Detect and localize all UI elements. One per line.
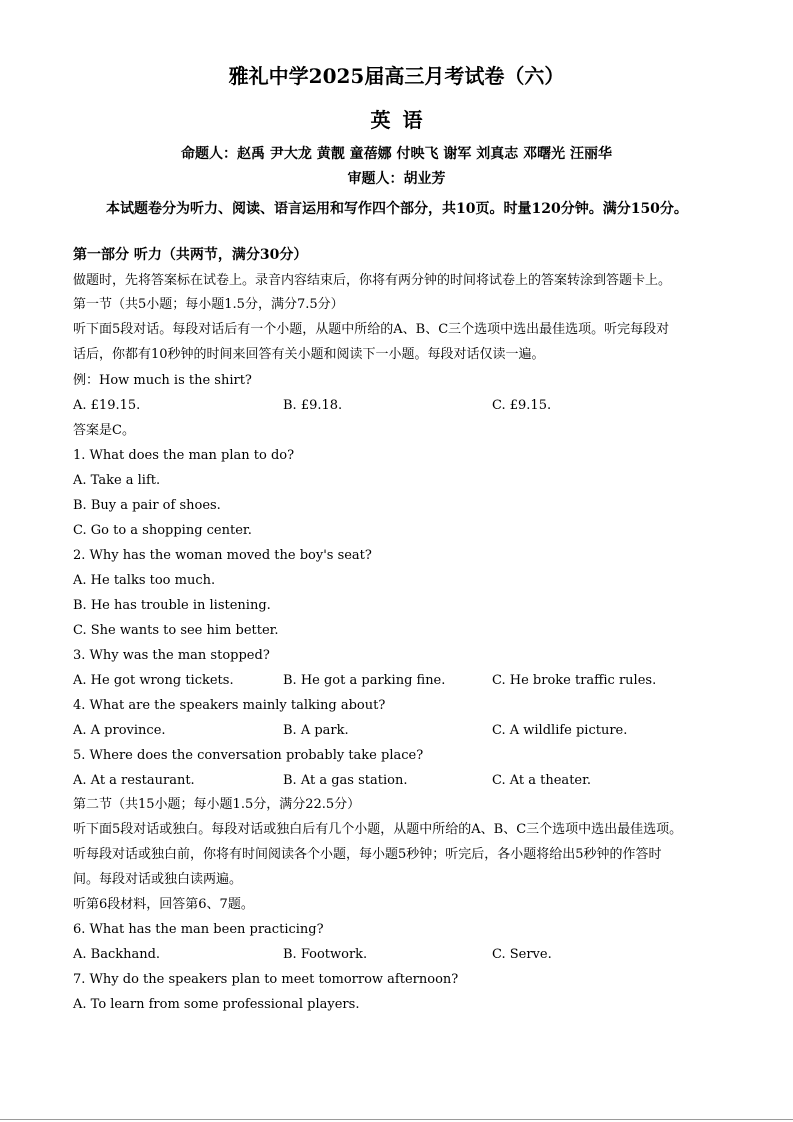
exam-intro: 本试题卷分为听力、阅读、语言运用和写作四个部分，共10页。时量120分钟。满分150分。 [106, 201, 688, 217]
q3-option-a: A. He got wrong tickets. [73, 673, 234, 688]
question-6: 6. What has the man been practicing? [73, 922, 324, 937]
q7-option-a: A. To learn from some professional players. [73, 997, 360, 1012]
authors-line: 命题人：赵禹 尹大龙 黄靓 童蓓娜 付映飞 谢军 刘真志 邓曙光 汪丽华 [181, 146, 612, 162]
section1-instruction-2: 话后，你都有10秒钟的时间来回答有关小题和阅读下一小题。每段对话仅读一遍。 [73, 347, 545, 362]
q6-option-a: A. Backhand. [73, 947, 161, 962]
example-option-a: A. £19.15. [73, 398, 141, 413]
part1-heading: 第一部分 听力（共两节，满分30分） [73, 247, 308, 263]
q4-option-c: C. A wildlife picture. [492, 723, 628, 738]
q2-option-b: B. He has trouble in listening. [73, 598, 271, 613]
q5-option-c: C. At a theater. [492, 773, 592, 788]
section2-heading: 第二节（共15小题；每小题1.5分，满分22.5分） [73, 797, 361, 812]
example-answer: 答案是C。 [73, 423, 135, 438]
question-7: 7. Why do the speakers plan to meet tomorrow afternoon? [73, 972, 459, 987]
q1-option-c: C. Go to a shopping center. [73, 523, 252, 538]
q6-option-c: C. Serve. [492, 947, 552, 962]
q6-option-b: B. Footwork. [283, 947, 368, 962]
q2-option-c: C. She wants to see him better. [73, 623, 279, 638]
q3-option-b: B. He got a parking fine. [283, 673, 446, 688]
q4-option-b: B. A park. [283, 723, 349, 738]
q1-option-b: B. Buy a pair of shoes. [73, 498, 221, 513]
q4-option-a: A. A province. [73, 723, 166, 738]
reviewer-line: 审题人：胡业芳 [347, 171, 446, 187]
question-1: 1. What does the man plan to do? [73, 448, 295, 463]
q5-option-b: B. At a gas station. [283, 773, 408, 788]
question-5: 5. Where does the conversation probably take place? [73, 748, 424, 763]
part1-instruction: 做题时，先将答案标在试卷上。录音内容结束后，你将有两分钟的时间将试卷上的答案转涂到答题卡上。 [73, 273, 672, 288]
material-6-note: 听第6段材料，回答第6、7题。 [73, 897, 254, 912]
section1-instruction-1: 听下面5段对话。每段对话后有一个小题，从题中所给的A、B、C三个选项中选出最佳选项。听完每段对 [73, 322, 670, 337]
section1-heading: 第一节（共5小题；每小题1.5分，满分7.5分） [73, 297, 344, 312]
question-3: 3. Why was the man stopped? [73, 648, 270, 663]
example-question: 例：How much is the shirt? [73, 373, 252, 388]
question-4: 4. What are the speakers mainly talking about? [73, 698, 386, 713]
page-bottom-rule [0, 1119, 793, 1120]
subject-title: 英语 [370, 108, 435, 132]
section2-instruction-2: 听每段对话或独白前，你将有时间阅读各个小题，每小题5秒钟；听完后，各小题将给出5秒钟的作答时 [73, 847, 662, 862]
q5-option-a: A. At a restaurant. [73, 773, 195, 788]
q3-option-c: C. He broke traffic rules. [492, 673, 657, 688]
question-2: 2. Why has the woman moved the boy's seat? [73, 548, 372, 563]
section2-instruction-3: 间。每段对话或独白读两遍。 [73, 872, 243, 887]
section2-instruction-1: 听下面5段对话或独白。每段对话或独白后有几个小题，从题中所给的A、B、C三个选项中选出最佳选项。 [73, 822, 683, 837]
exam-title: 雅礼中学2025届高三月考试卷（六） [228, 64, 565, 88]
example-option-c: C. £9.15. [492, 398, 552, 413]
q2-option-a: A. He talks too much. [73, 573, 216, 588]
example-option-b: B. £9.18. [283, 398, 343, 413]
q1-option-a: A. Take a lift. [73, 473, 161, 488]
